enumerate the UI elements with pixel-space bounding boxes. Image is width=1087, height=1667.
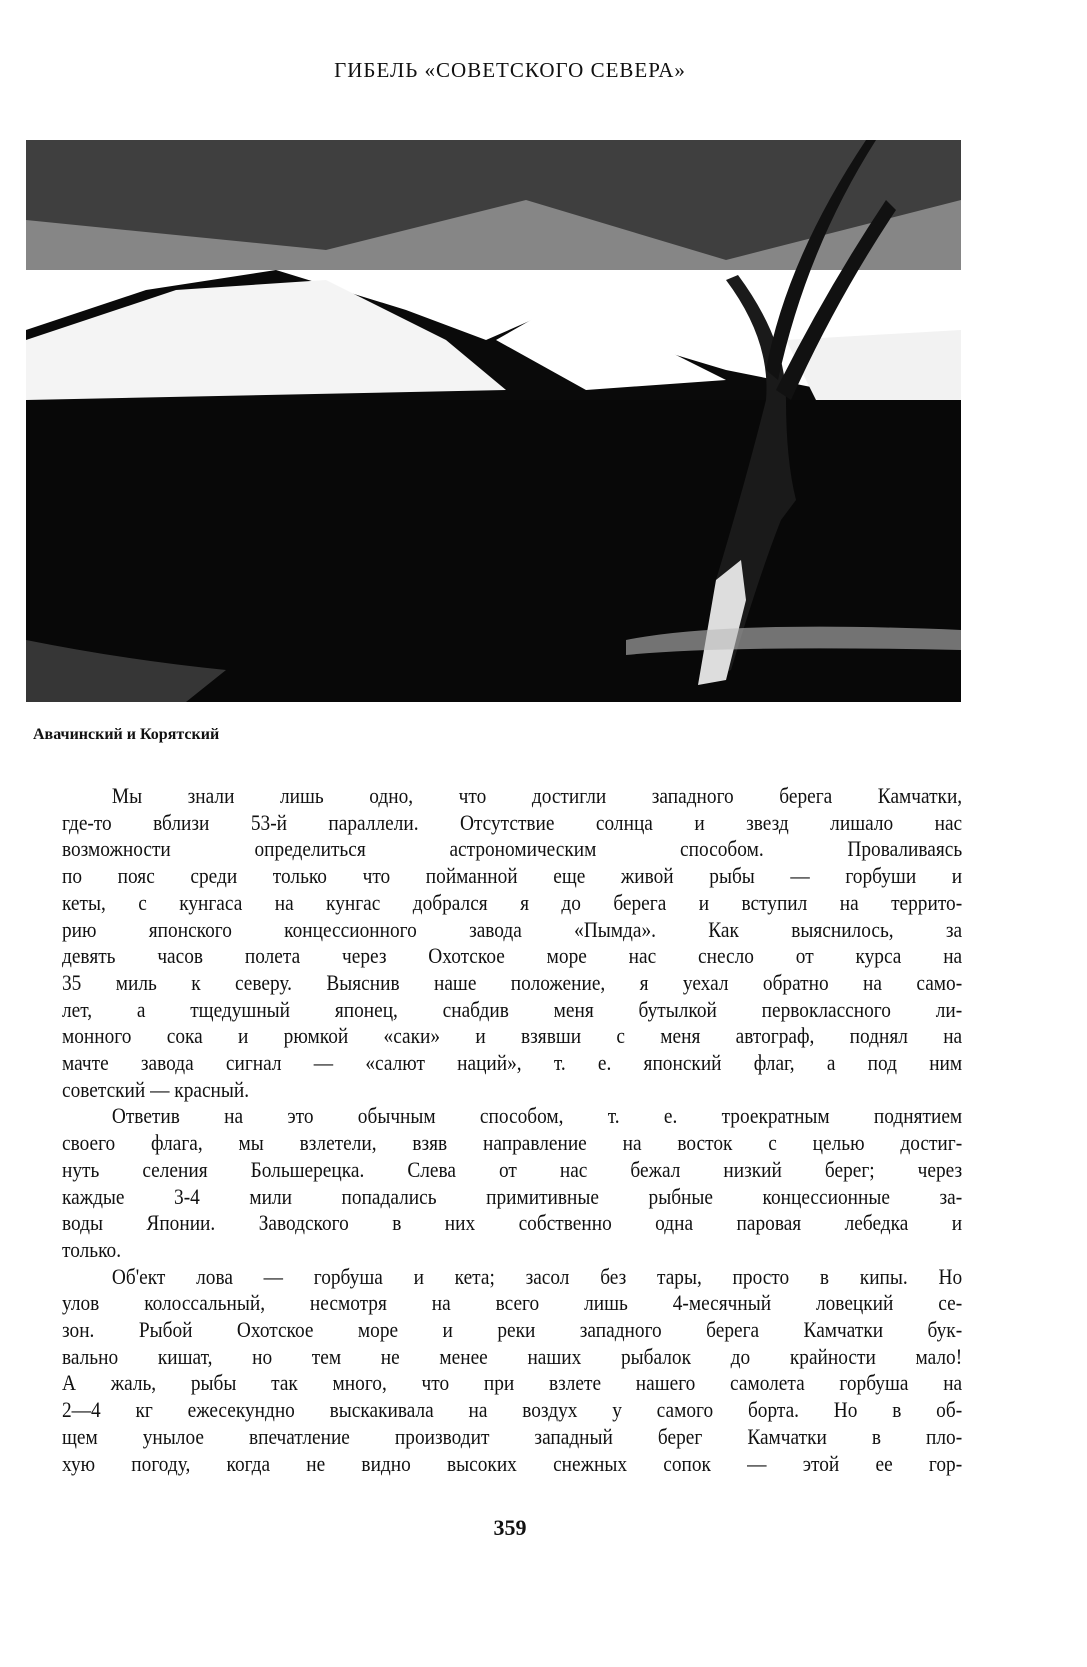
text-line: 35 миль к северу. Выяснив наше положение, я уехал обратно на само-: [62, 969, 963, 995]
text-line: кеты, с кунгаса на кунгас добрался я до берега и вступил на террито-: [62, 889, 963, 915]
body-text: [62, 783, 962, 1477]
figure-caption: Авачинский и Корятский: [33, 726, 220, 743]
text-line: Об'ект лова — горбуша и кета; засол без тары, просто в кипы. Но: [111, 1263, 963, 1289]
text-line: где-то вблизи 53-й параллели. Отсутствие солнца и звезд лишало нас: [62, 809, 963, 835]
text-line: щем унылое впечатление производит западный берег Камчатки в пло-: [62, 1423, 963, 1449]
text-line: каждые 3-4 мили попадались примитивные рыбные концессионные за-: [62, 1183, 963, 1209]
text-line: советский — красный.: [62, 1076, 250, 1102]
paragraph-3: [62, 1264, 962, 1478]
text-line: хую погоду, когда не видно высоких снежных сопок — этой ее гор-: [62, 1450, 963, 1476]
page-number: 359: [493, 1515, 527, 1540]
text-line: нуть селения Большерецка. Слева от нас бежал низкий берег; через: [62, 1156, 963, 1182]
text-line: рию японского концессионного завода «Пымда». Как выяснилось, за: [62, 916, 963, 942]
text-line: мачте завода сигнал — «салют наций», т. е. японский флаг, а под ним: [62, 1050, 963, 1076]
text-line: зон. Рыбой Охотское море и реки западного берега Камчатки бук-: [62, 1317, 963, 1343]
text-line: Ответив на это обычным способом, т. е. троекратным поднятием: [111, 1103, 963, 1129]
text-line: только.: [62, 1236, 122, 1262]
text-line: своего флага, мы взлетели, взяв направление на восток с целью достиг-: [62, 1130, 963, 1156]
paragraph-2: [62, 1103, 962, 1263]
text-line: улов колоссальный, несмотря на всего лишь 4-месячный ловецкий се-: [62, 1290, 963, 1316]
running-header: ГИБЕЛЬ «СОВЕТСКОГО СЕВЕРА»: [334, 58, 686, 82]
text-line: А жаль, рыбы так много, что при взлете нашего самолета горбуша на: [62, 1370, 963, 1396]
paragraph-1: [62, 783, 962, 1103]
text-line: лет, а тщедушный японец, снабдив меня бутылкой первоклассного ли-: [62, 996, 963, 1022]
landscape-photo: [26, 140, 961, 702]
text-line: воды Японии. Заводского в них собственно одна паровая лебедка и: [62, 1210, 963, 1236]
text-line: возможности определиться астрономическим способом. Проваливаясь: [62, 836, 963, 862]
text-line: девять часов полета через Охотское море нас снесло от курса на: [62, 943, 963, 969]
text-line: 2—4 кг ежесекундно выскакивала на воздух у самого борта. Но в об-: [62, 1397, 963, 1423]
text-line: монного сока и рюмкой «саки» и взявши с меня автограф, поднял на: [62, 1023, 963, 1049]
text-line: вально кишат, но тем не менее наших рыбалок до крайности мало!: [62, 1343, 963, 1369]
text-line: Мы знали лишь одно, что достигли западного берега Камчатки,: [111, 783, 963, 808]
text-line: по пояс среди только что пойманной еще живой рыбы — горбуши и: [62, 863, 963, 889]
